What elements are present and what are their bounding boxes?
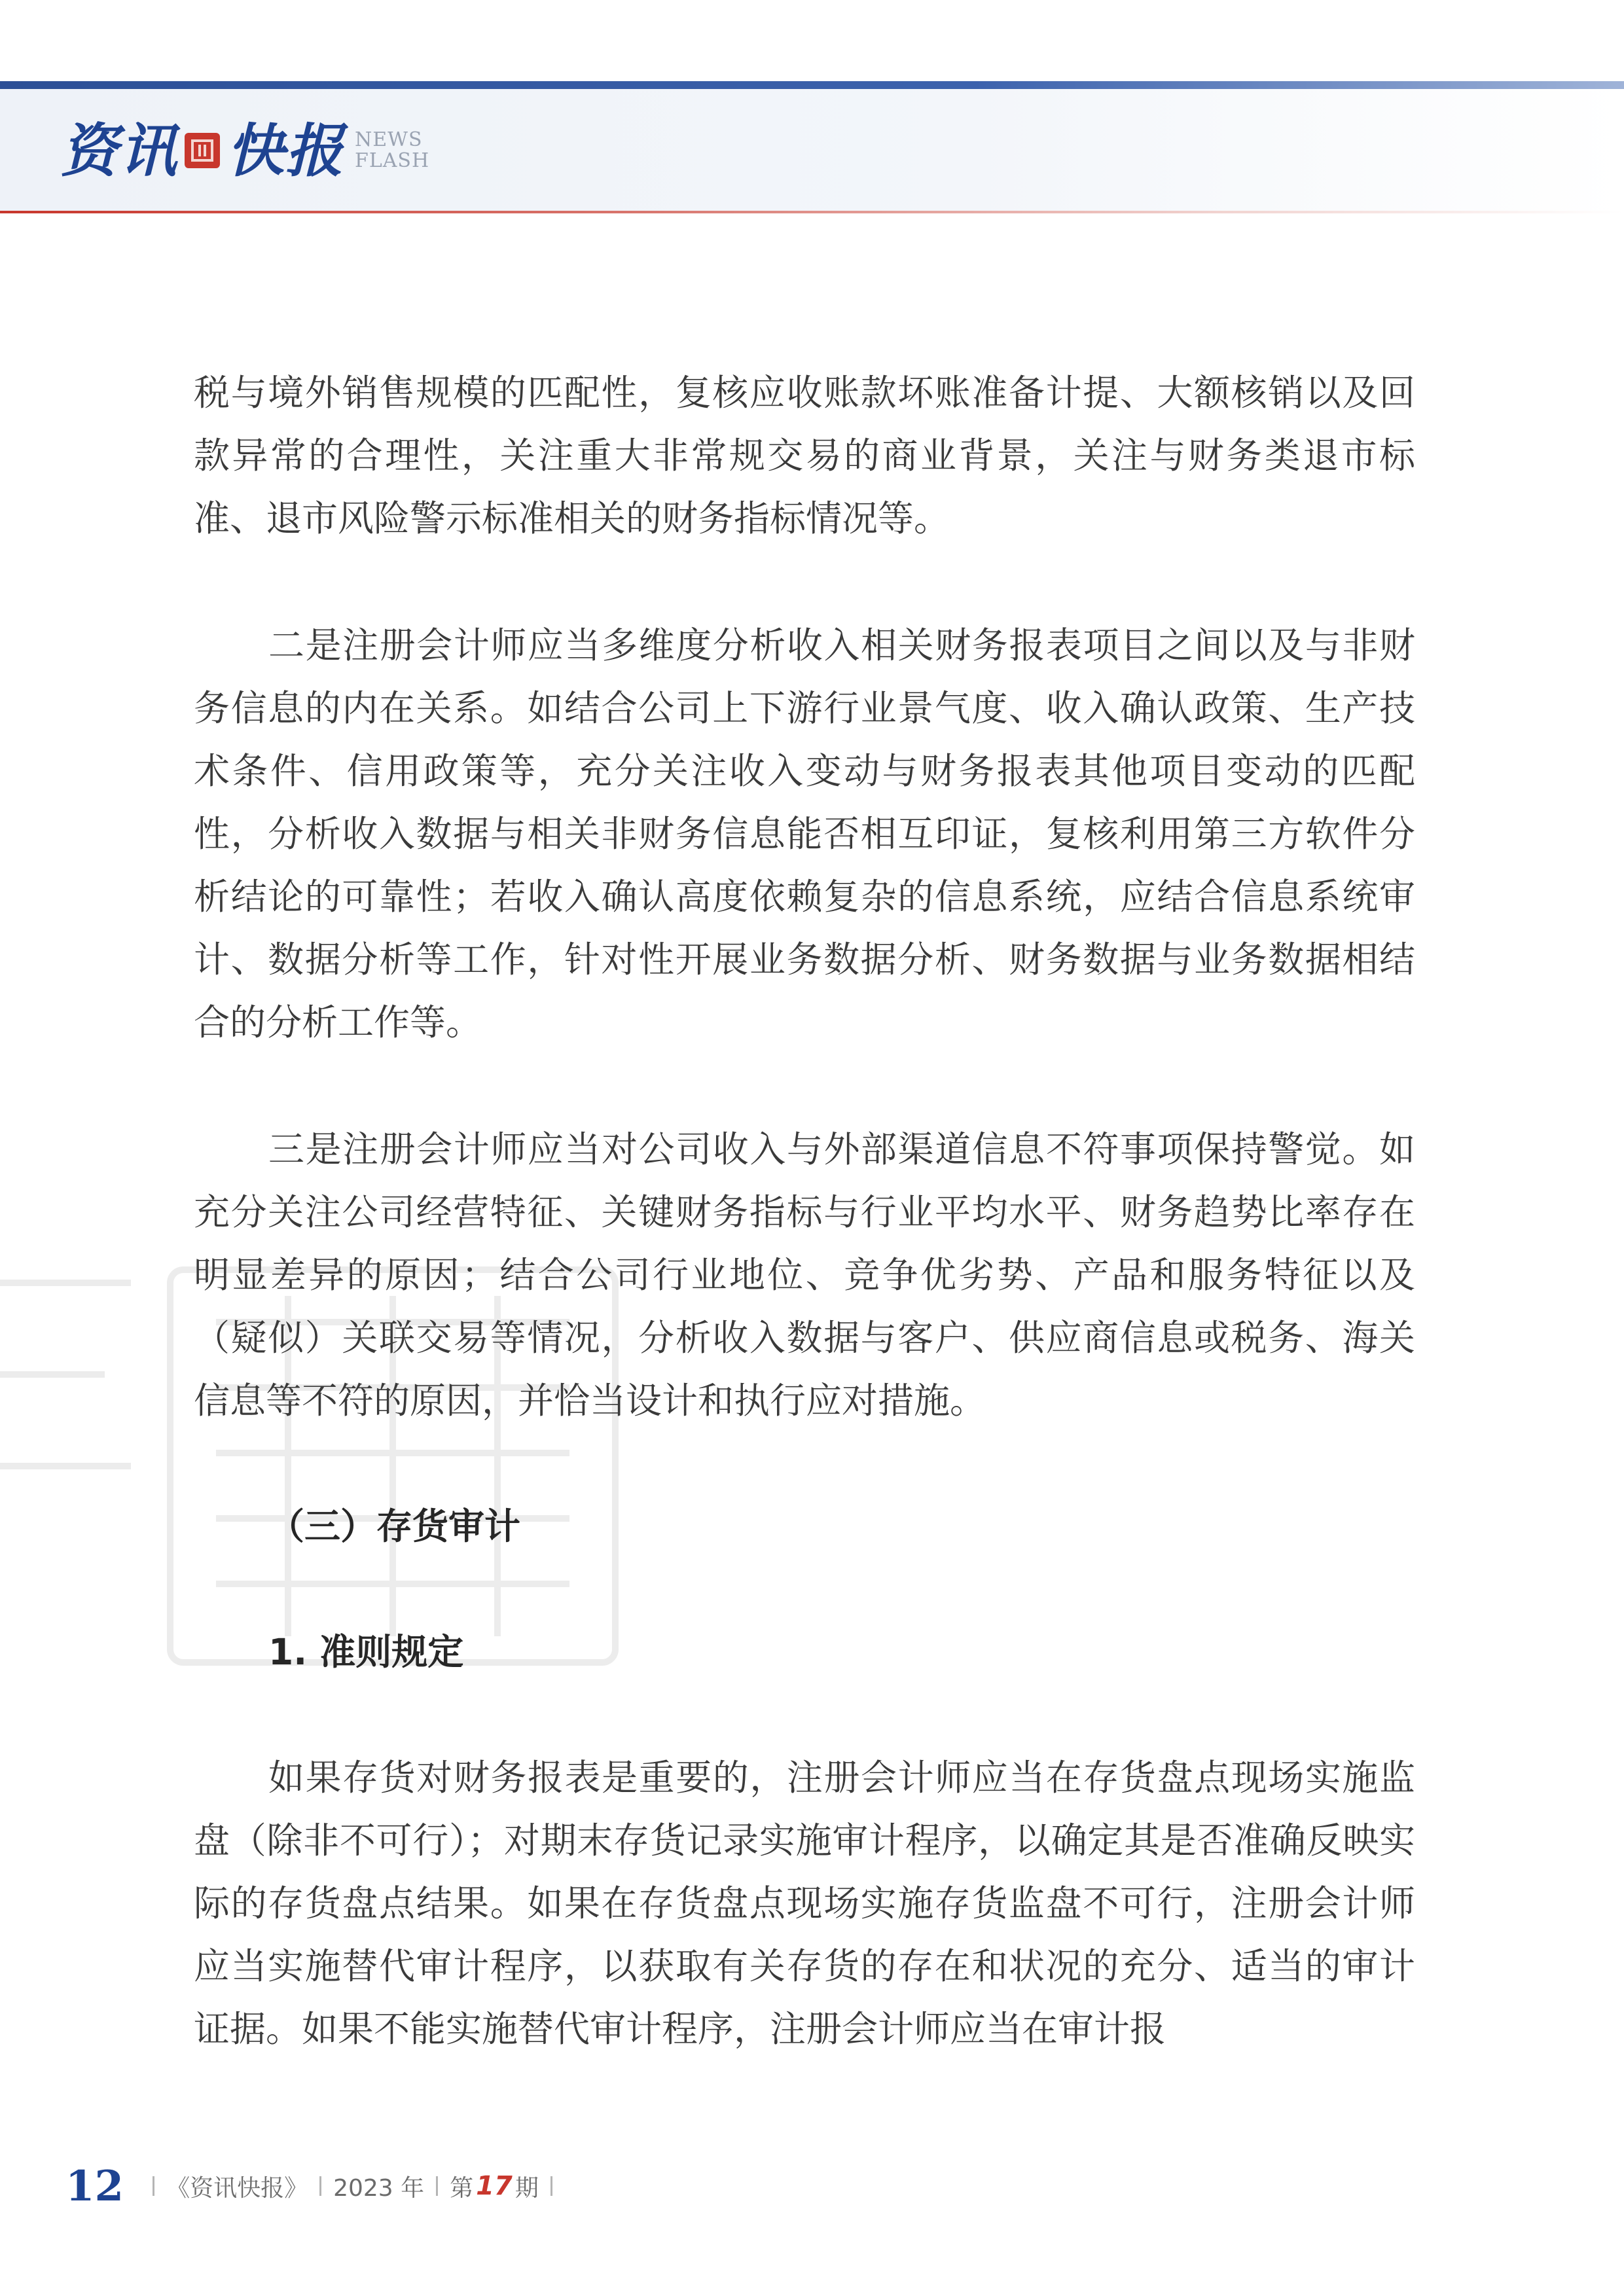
issue-prefix: 第: [450, 2174, 474, 2202]
paragraph-3: 三是注册会计师应当对公司收入与外部渠道信息不符事项保持警觉。如充分关注公司经营特征、关键财务指标与行业平均水平、财务趋势比率存在明显差异的原因；结合公司行业地位、竞争优劣势、产品和服务特征以及（疑似）关联交易等情况，分析收入数据与客户、供应商信息或税务、海关信息等不符的原因，并恰当设计和执行应对措施。: [194, 1128, 1415, 1422]
publication-name: 《资讯快报》: [166, 2174, 308, 2202]
footer-separator: [436, 2176, 438, 2196]
page-footer: [65, 2160, 564, 2212]
footer-separator: [319, 2176, 321, 2196]
article-body: [194, 361, 1415, 2060]
footer-separator: [153, 2176, 154, 2196]
publication-year: 2023 年: [333, 2174, 425, 2202]
issue-number: 17: [476, 2171, 513, 2201]
page-number: 12: [65, 2161, 124, 2211]
flash-label: FLASH: [355, 149, 430, 172]
masthead-logo: [60, 111, 429, 190]
masthead-title-part1: 资讯: [60, 117, 179, 185]
subsection-heading: 1. 准则规定: [268, 1631, 464, 1673]
news-label: NEWS: [355, 128, 423, 151]
header-top-rule: [0, 81, 1624, 89]
paragraph-2: 二是注册会计师应当多维度分析收入相关财务报表项目之间以及与非财务信息的内在关系。如结合公司上下游行业景气度、收入确认政策、生产技术条件、信用政策等，充分关注收入变动与财务报表其他项目变动的匹配性，分析收入数据与相关非财务信息能否相互印证，复核利用第三方软件分析结论的可靠性；若收入确认高度依赖复杂的信息系统，应结合信息系统审计、数据分析等工作，针对性开展业务数据分析、财务数据与业务数据相结合的分析工作等。: [194, 624, 1415, 1043]
paragraph-4: 如果存货对财务报表是重要的，注册会计师应当在存货盘点现场实施监盘（除非不可行）；对期末存货记录实施审计程序，以确定其是否准确反映实际的存货盘点结果。如果在存货盘点现场实施存货监盘不可行，注册会计师应当实施替代审计程序，以获取有关存货的存在和状况的充分、适当的审计证据。如果不能实施替代审计程序，注册会计师应当在审计报: [194, 1757, 1415, 2050]
news-flash-label: [355, 130, 429, 171]
footer-separator: [550, 2176, 552, 2196]
paragraph-1: 税与境外销售规模的匹配性，复核应收账款坏账准备计提、大额核销以及回款异常的合理性，关注重大非常规交易的商业背景，关注与财务类退市标准、退市风险警示标准相关的财务指标情况等。: [194, 372, 1415, 539]
section-heading: （三）存货审计: [268, 1505, 521, 1547]
seal-icon: [185, 133, 220, 168]
masthead-title-part2: 快报: [226, 117, 345, 185]
issue-suffix: 期: [514, 2174, 539, 2202]
header-bottom-rule: [0, 211, 1624, 213]
